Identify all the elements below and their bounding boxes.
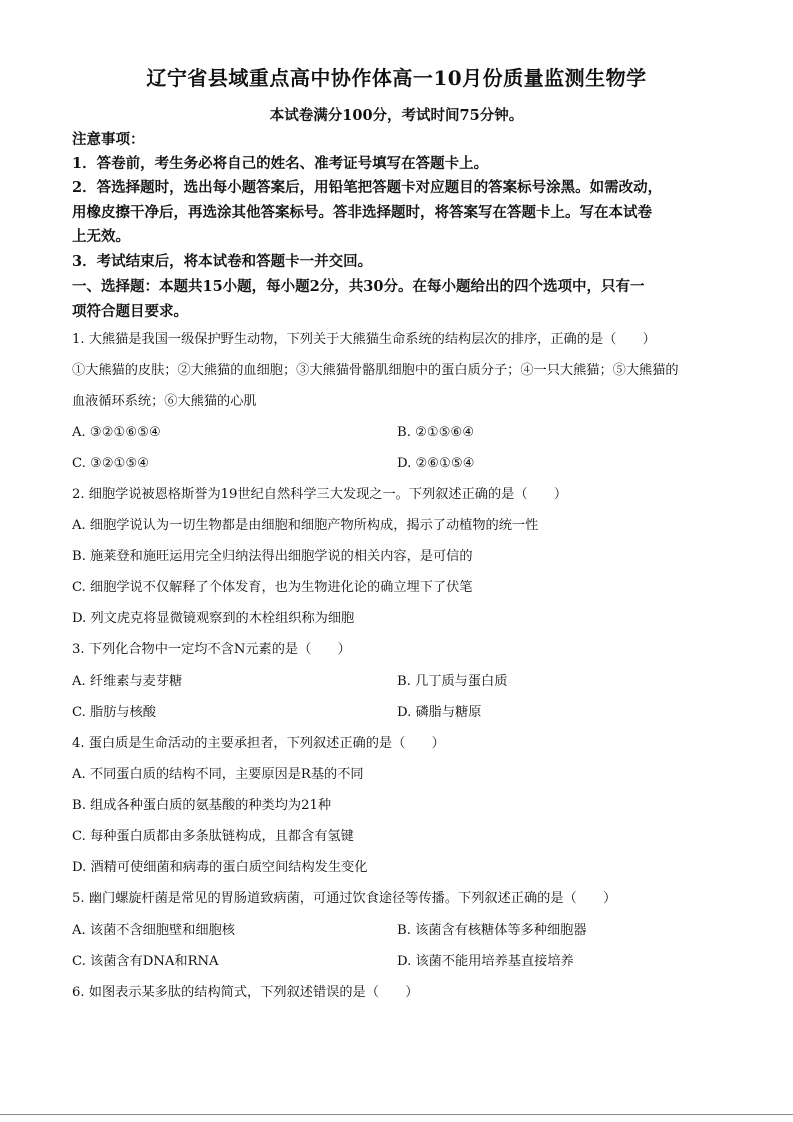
notice-item-1: 1．答卷前，考生务必将自己的姓名、准考证号填写在答题卡上。 <box>72 155 489 172</box>
question-1-option-c: C. ③②①⑤④ <box>72 456 150 471</box>
question-1-description-line-2: 血液循环系统；⑥大熊猫的心肌 <box>72 394 257 409</box>
question-4-stem: 4. 蛋白质是生命活动的主要承担者，下列叙述正确的是（ ） <box>72 736 445 751</box>
section-heading-line-1: 一、选择题：本题共15小题，每小题2分，共30分。在每小题给出的四个选项中，只有一 <box>72 278 645 295</box>
question-1-option-a: A. ③②①⑥⑤④ <box>72 425 161 440</box>
question-4-option-b: B. 组成各种蛋白质的氨基酸的种类均为21种 <box>72 798 332 813</box>
question-3-option-a: A. 纤维素与麦芽糖 <box>72 674 183 689</box>
notice-heading: 注意事项： <box>72 131 145 148</box>
page-bottom-divider <box>0 1114 793 1115</box>
notice-item-2-line-2: 用橡皮擦干净后，再选涂其他答案标号。答非选择题时，将答案写在答题卡上。写在本试卷 <box>72 204 652 221</box>
exam-subtitle: 本试卷满分100分，考试时间75分钟。 <box>269 107 524 124</box>
notice-item-2-line-3: 上无效。 <box>72 228 130 245</box>
question-5-option-a: A. 该菌不含细胞壁和细胞核 <box>72 923 235 938</box>
question-2-option-a: A. 细胞学说认为一切生物都是由细胞和细胞产物所构成，揭示了动植物的统一性 <box>72 518 539 533</box>
question-1-option-b: B. ②①⑤⑥④ <box>397 425 475 440</box>
question-3-stem: 3. 下列化合物中一定均不含N元素的是（ ） <box>72 642 351 657</box>
notice-item-3: 3．考试结束后，将本试卷和答题卡一并交回。 <box>72 253 373 270</box>
question-1-stem: 1. 大熊猫是我国一级保护野生动物，下列关于大熊猫生命系统的结构层次的排序，正确的是（ ） <box>72 332 656 347</box>
question-3-option-d: D. 磷脂与糖原 <box>397 705 482 720</box>
question-2-option-c: C. 细胞学说不仅解释了个体发育，也为生物进化论的确立埋下了伏笔 <box>72 580 473 595</box>
question-4-option-c: C. 每种蛋白质都由多条肽链构成，且都含有氢键 <box>72 829 354 844</box>
question-5-option-d: D. 该菌不能用培养基直接培养 <box>397 954 574 969</box>
question-4-option-a: A. 不同蛋白质的结构不同，主要原因是R基的不同 <box>72 767 364 782</box>
exam-title: 辽宁省县域重点高中协作体高一10月份质量监测生物学 <box>146 66 647 90</box>
section-heading-line-2: 项符合题目要求。 <box>72 303 188 320</box>
question-1-option-d: D. ②⑥①⑤④ <box>397 456 475 471</box>
question-5-stem: 5. 幽门螺旋杆菌是常见的胃肠道致病菌，可通过饮食途径等传播。下列叙述正确的是（ ） <box>72 891 617 906</box>
question-5-option-c: C. 该菌含有DNA和RNA <box>72 954 219 969</box>
question-2-option-b: B. 施莱登和施旺运用完全归纳法得出细胞学说的相关内容，是可信的 <box>72 549 473 564</box>
question-3-option-b: B. 几丁质与蛋白质 <box>397 674 508 689</box>
question-5-option-b: B. 该菌含有核糖体等多种细胞器 <box>397 923 587 938</box>
question-2-option-d: D. 列文虎克将显微镜观察到的木栓组织称为细胞 <box>72 611 355 626</box>
question-1-description-line-1: ①大熊猫的皮肤；②大熊猫的血细胞；③大熊猫骨骼肌细胞中的蛋白质分子；④一只大熊猫；⑤大熊猫的 <box>72 363 679 378</box>
notice-item-2-line-1: 2．答选择题时，选出每小题答案后，用铅笔把答题卡对应题目的答案标号涂黑。如需改动， <box>72 179 663 196</box>
question-4-option-d: D. 酒精可使细菌和病毒的蛋白质空间结构发生变化 <box>72 860 368 875</box>
question-3-option-c: C. 脂肪与核酸 <box>72 705 156 720</box>
question-2-stem: 2. 细胞学说被恩格斯誉为19世纪自然科学三大发现之一。下列叙述正确的是（ ） <box>72 487 568 502</box>
question-6-stem: 6. 如图表示某多肽的结构简式，下列叙述错误的是（ ） <box>72 985 419 1000</box>
